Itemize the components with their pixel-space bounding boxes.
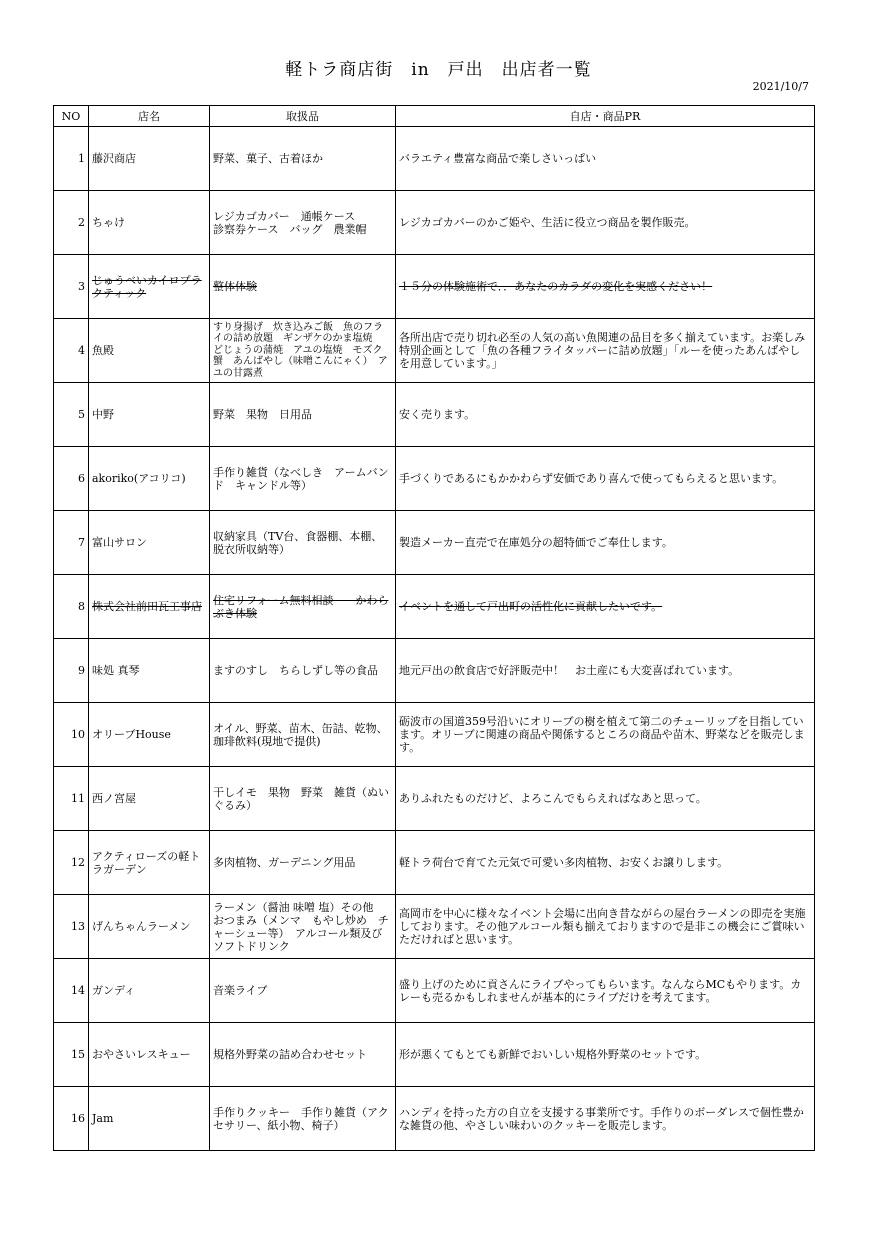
items-cell xyxy=(210,767,396,831)
page-title: 軽トラ商店街 in 戸出 出店者一覧 xyxy=(285,60,592,80)
pr-cell xyxy=(396,1023,815,1087)
pr-cell-text: 製造メーカー直売で在庫処分の超特価でご奉仕します。 xyxy=(399,536,673,549)
pr-cell xyxy=(396,127,815,191)
shop-name-text: 魚殿 xyxy=(92,344,114,357)
items-cell-text: 整体体験 xyxy=(213,280,257,293)
items-cell-text: オイル、野菜、苗木、缶詰、乾物、珈琲飲料(現地で提供) xyxy=(213,721,388,748)
pr-cell-text: １５分の体験施術で．．あなたのカラダの変化を実感ください！ xyxy=(399,280,713,293)
shop-name xyxy=(89,767,210,831)
items-cell-text: 手作り雑貨（なべしき アームバンド キャンドル等） xyxy=(213,465,389,492)
shop-name xyxy=(89,1087,210,1151)
shop-name xyxy=(89,191,210,255)
shop-name-text: 藤沢商店 xyxy=(92,152,136,165)
items-cell-text: ますのすし ちらしずし等の食品 xyxy=(213,664,378,677)
items-cell xyxy=(210,1087,396,1151)
items-cell-text: レジカゴカバー 通帳ケース 診察券ケース バッグ 農業帽 xyxy=(213,209,367,236)
header-items: 取扱品 xyxy=(210,106,396,127)
shop-name xyxy=(89,511,210,575)
items-cell-text: ラーメン（醤油 味噌 塩）その他 おつまみ（メンマ もやし炒め チャーシュー等） アルコール類及びソフトドリンク xyxy=(213,900,389,953)
shop-name xyxy=(89,383,210,447)
shop-name-text: おやさいレスキュー xyxy=(92,1048,191,1061)
shop-name-text: オリーブHouse xyxy=(92,728,171,741)
shop-name-text: ちゃけ xyxy=(92,216,125,229)
pr-cell xyxy=(396,959,815,1023)
row-no xyxy=(54,255,89,319)
shop-name-text: じゅうべいカイロプラクティック xyxy=(92,273,202,300)
row-no-text: 3 xyxy=(78,280,85,293)
shop-name-text: akoriko(アコリコ) xyxy=(92,472,186,485)
table-body xyxy=(54,127,815,1151)
pr-cell-text: 盛り上げのために貢さんにライブやってもらいます。なんならMCもやります。カレーも売るかもしれませんが基本的にライブだけを考えてます。 xyxy=(399,977,802,1004)
table-row xyxy=(54,511,815,575)
shop-name xyxy=(89,575,210,639)
pr-cell-text: 高岡市を中心に様々なイベント会場に出向き昔ながらの屋台ラーメンの即売を実施しております。その他アルコール類も揃えておりますので是非この機会にご賞味いただければと思います。 xyxy=(399,907,806,946)
table-row xyxy=(54,959,815,1023)
row-no xyxy=(54,703,89,767)
shop-name xyxy=(89,959,210,1023)
table-row xyxy=(54,703,815,767)
row-no xyxy=(54,383,89,447)
items-cell-text: 手作りクッキー 手作り雑貨（アクセサリー、紙小物、椅子） xyxy=(213,1105,389,1132)
table-row xyxy=(54,767,815,831)
row-no xyxy=(54,831,89,895)
table-row xyxy=(54,831,815,895)
row-no xyxy=(54,575,89,639)
pr-cell-text: ハンディを持った方の自立を支援する事業所です。手作りのボーダレスで個性豊かな雑貨の他、やさしい味わいのクッキーを販売します。 xyxy=(399,1105,804,1132)
pr-cell-text: 砺波市の国道359号沿いにオリーブの樹を植えて第二のチューリップを目指しています。オリーブに関連の商品や関係するところの商品や苗木、野菜などを販売します。 xyxy=(399,715,805,754)
items-cell xyxy=(210,127,396,191)
items-cell xyxy=(210,191,396,255)
items-cell xyxy=(210,895,396,959)
pr-cell-text: イベントを通して戸出町の活性化に貢献したいです。 xyxy=(399,600,663,613)
row-no xyxy=(54,319,89,383)
pr-cell xyxy=(396,255,815,319)
items-cell-text: 野菜、菓子、古着ほか xyxy=(213,152,323,165)
row-no-text: 10 xyxy=(71,728,85,741)
table-header-row xyxy=(54,106,815,127)
pr-cell-text: 手づくりであるにもかかわらず安価であり喜んで使ってもらえると思います。 xyxy=(399,472,784,485)
table-row xyxy=(54,895,815,959)
items-cell-text: 収納家具（TV台、食器棚、本棚、脱衣所収納等） xyxy=(213,529,383,556)
pr-cell xyxy=(396,447,815,511)
pr-cell-text: 各所出店で売り切れ必至の人気の高い魚関連の品目を多く揃えています。お楽しみ特別企画として「魚の各種フライタッパーに詰め放題」「ルーを使ったあんばやしを用意しています。」 xyxy=(399,331,806,370)
pr-cell xyxy=(396,767,815,831)
shop-name-text: 味処 真琴 xyxy=(92,664,140,677)
table-row xyxy=(54,319,815,383)
row-no-text: 2 xyxy=(78,216,85,229)
pr-cell xyxy=(396,383,815,447)
table-row xyxy=(54,639,815,703)
pr-cell xyxy=(396,895,815,959)
table-row xyxy=(54,191,815,255)
items-cell-text: 干しイモ 果物 野菜 雑貨（ぬいぐるみ） xyxy=(213,785,389,812)
row-no xyxy=(54,895,89,959)
items-cell xyxy=(210,1023,396,1087)
items-cell-text: 住宅リフォーム無料相談 かわらぶき体験 xyxy=(213,593,389,620)
items-cell xyxy=(210,319,396,383)
shop-name-text: アクティローズの軽トラガーデン xyxy=(92,849,201,876)
items-cell-text: 多肉植物、ガーデニング用品 xyxy=(213,856,356,869)
shop-name-text: ガンディ xyxy=(92,984,136,997)
table-row xyxy=(54,447,815,511)
row-no-text: 6 xyxy=(78,472,85,485)
items-cell xyxy=(210,703,396,767)
row-no xyxy=(54,959,89,1023)
items-cell-text: 規格外野菜の詰め合わせセット xyxy=(213,1048,367,1061)
items-cell xyxy=(210,255,396,319)
row-no-text: 4 xyxy=(78,344,85,357)
row-no xyxy=(54,639,89,703)
header-pr: 自店・商品PR xyxy=(396,106,815,127)
shop-name xyxy=(89,1023,210,1087)
shop-name xyxy=(89,831,210,895)
row-no-text: 5 xyxy=(78,408,85,421)
row-no xyxy=(54,191,89,255)
row-no xyxy=(54,1023,89,1087)
shop-name xyxy=(89,639,210,703)
row-no-text: 8 xyxy=(78,600,85,613)
row-no-text: 12 xyxy=(71,856,85,869)
pr-cell-text: 軽トラ荷台で育てた元気で可愛い多肉植物、お安くお譲りします。 xyxy=(399,856,729,869)
pr-cell-text: バラエティ豊富な商品で楽しさいっぱい xyxy=(399,152,597,165)
pr-cell xyxy=(396,511,815,575)
pr-cell-text: ありふれたものだけど、よろこんでもらえればなあと思って。 xyxy=(399,792,707,805)
pr-cell-text: 安く売ります。 xyxy=(399,408,476,421)
items-cell-text: 音楽ライブ xyxy=(213,984,268,997)
items-cell xyxy=(210,511,396,575)
items-cell xyxy=(210,959,396,1023)
pr-cell xyxy=(396,703,815,767)
row-no-text: 1 xyxy=(78,152,85,165)
shop-name xyxy=(89,127,210,191)
header-shop-name: 店名 xyxy=(89,106,210,127)
table-row xyxy=(54,255,815,319)
row-no-text: 13 xyxy=(71,920,85,933)
table-row xyxy=(54,127,815,191)
document-date: 2021/10/7 xyxy=(752,80,809,93)
pr-cell xyxy=(396,1087,815,1151)
row-no xyxy=(54,1087,89,1151)
row-no-text: 7 xyxy=(78,536,85,549)
row-no xyxy=(54,447,89,511)
pr-cell xyxy=(396,831,815,895)
table-row xyxy=(54,383,815,447)
row-no xyxy=(54,767,89,831)
row-no-text: 11 xyxy=(71,792,85,805)
row-no-text: 16 xyxy=(71,1112,85,1125)
shop-name-text: Jam xyxy=(92,1112,114,1125)
items-cell xyxy=(210,639,396,703)
table-row xyxy=(54,1023,815,1087)
shop-name-text: 西ノ宮屋 xyxy=(92,792,136,805)
pr-cell-text: 形が悪くてもとても新鮮でおいしい規格外野菜のセットです。 xyxy=(399,1048,707,1061)
exhibitor-table xyxy=(53,105,815,1151)
items-cell xyxy=(210,575,396,639)
items-cell xyxy=(210,383,396,447)
pr-cell-text: レジカゴカバーのかご姫や、生活に役立つ商品を製作販売。 xyxy=(399,216,696,229)
row-no-text: 14 xyxy=(71,984,85,997)
items-cell-text: 野菜 果物 日用品 xyxy=(213,408,312,421)
pr-cell xyxy=(396,639,815,703)
header-no: NO xyxy=(54,106,89,127)
shop-name-text: 中野 xyxy=(92,408,114,421)
items-cell xyxy=(210,831,396,895)
pr-cell xyxy=(396,191,815,255)
row-no-text: 15 xyxy=(71,1048,85,1061)
shop-name-text: 株式会社前田瓦工事店 xyxy=(92,600,202,613)
items-cell-text: すり身揚げ 炊き込みご飯 魚のフライの詰め放題 ギンザケのかま塩焼 どじょうの蒲焼 アユの塩焼 モズク蟹 あんばやし（味噌こんにゃく） アユの甘露煮 xyxy=(213,321,388,379)
shop-name xyxy=(89,319,210,383)
table-row xyxy=(54,575,815,639)
shop-name xyxy=(89,895,210,959)
items-cell xyxy=(210,447,396,511)
pr-cell-text: 地元戸出の飲食店で好評販売中！ お土産にも大変喜ばれています。 xyxy=(399,664,740,677)
shop-name xyxy=(89,447,210,511)
shop-name-text: げんちゃんラーメン xyxy=(92,920,191,933)
row-no xyxy=(54,127,89,191)
table-row xyxy=(54,1087,815,1151)
shop-name xyxy=(89,703,210,767)
pr-cell xyxy=(396,575,815,639)
row-no-text: 9 xyxy=(78,664,85,677)
pr-cell xyxy=(396,319,815,383)
shop-name xyxy=(89,255,210,319)
row-no xyxy=(54,511,89,575)
shop-name-text: 富山サロン xyxy=(92,536,147,549)
